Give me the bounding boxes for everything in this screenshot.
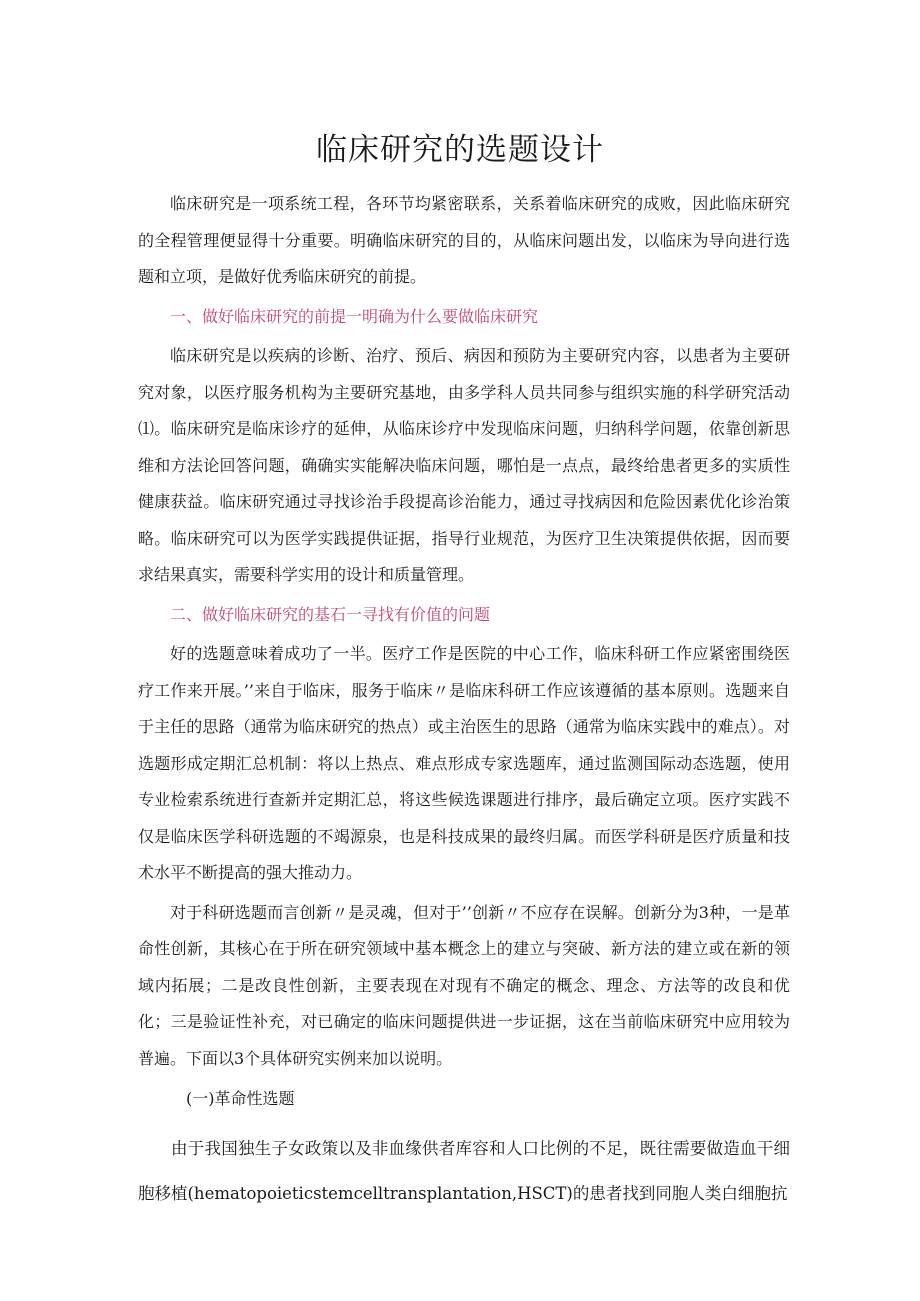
section-1-paragraph: 临床研究是以疾病的诊断、治疗、预后、病因和预防为主要研究内容，以患者为主要研究对象，以医疗服务机构为主要研究基地，由多学科人员共同参与组织实施的科学研究活动⑴。临床研究是临床诊疗的延伸，从临床诊疗中发现临床问题，归纳科学问题，依靠创新思维和方法论回答问题，确确实实能解决临床问题，哪怕是一点点，最终给患者更多的实质性健康获益。临床研究通过寻找诊治手段提高诊治能力，通过寻找病因和危险因素优化诊治策略。临床研究可以为医学实践提供证据，指导行业规范，为医疗卫生决策提供依据，因而要求结果真实，需要科学实用的设计和质量管理。 — [138, 346, 790, 584]
section-heading-1: 一、做好临床研究的前提一明确为什么要做临床研究 — [170, 306, 539, 326]
section-heading-2: 二、做好临床研究的基石一寻找有价值的问题 — [170, 604, 491, 624]
section-2-paragraph-1: 好的选题意味着成功了一半。医疗工作是医院的中心工作，临床科研工作应紧密围绕医疗工作来开展。’’来自于临床，服务于临床〃是临床科研工作应该遵循的基本原则。选题来自于主任的思路（通常为临床研究的热点）或主治医生的思路（通常为临床实践中的难点）。对选题形成定期汇总机制：将以上热点、难点形成专家选题库，通过监测国际动态选题，使用专业检索系统进行查新并定期汇总，将这些候选课题进行排序，最后确定立项。医疗实践不仅是临床医学科研选题的不竭源泉，也是科技成果的最终归属。而医学科研是医疗质量和技术水平不断提高的强大推动力。 — [138, 644, 790, 882]
subsection-heading-1: (一)革命性选题 — [186, 1089, 295, 1108]
subsection-1-paragraph: 由于我国独生子女政策以及非血缘供者库容和人口比例的不足，既往需要做造血干细胞移植(hematopoieticstemcelltransplantation,HSCT)的患者找到同胞人类白细胞抗 — [138, 1138, 790, 1203]
intro-paragraph: 临床研究是一项系统工程，各环节均紧密联系，关系着临床研究的成败，因此临床研究的全程管理便显得十分重要。明确临床研究的目的，从临床问题出发，以临床为导向进行选题和立项，是做好优秀临床研究的前提。 — [138, 194, 790, 286]
document-title: 临床研究的选题设计 — [316, 132, 604, 168]
section-2-paragraph-2: 对于科研选题而言创新〃是灵魂，但对于’’创新〃不应存在误解。创新分为3种，一是革命性创新，其核心在于所在研究领域中基本概念上的建立与突破、新方法的建立或在新的领域内拓展；二是改良性创新，主要表现在对现有不确定的概念、理念、方法等的改良和优化；三是验证性补充，对已确定的临床问题提供进一步证据，这在当前临床研究中应用较为普遍。下面以3个具体研究实例来加以说明。 — [138, 902, 790, 1068]
document-body — [138, 186, 790, 1216]
